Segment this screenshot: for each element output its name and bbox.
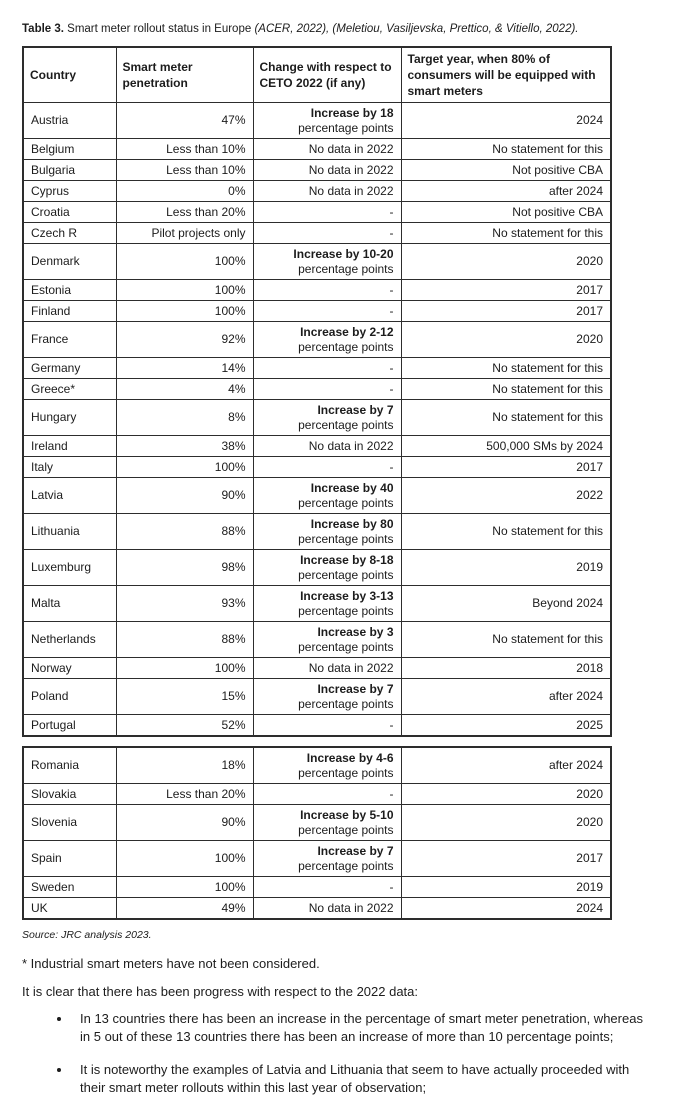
target-cell: No statement for this <box>401 139 611 160</box>
penetration-cell: Pilot projects only <box>116 223 253 244</box>
table-row <box>23 622 611 658</box>
country-cell: Spain <box>23 841 116 877</box>
table-row <box>23 379 611 400</box>
target-cell: No statement for this <box>401 514 611 550</box>
penetration-cell: 100% <box>116 301 253 322</box>
target-cell: 2019 <box>401 877 611 898</box>
penetration-cell: 49% <box>116 898 253 920</box>
country-cell: Italy <box>23 457 116 478</box>
country-cell: Netherlands <box>23 622 116 658</box>
change-cell <box>253 478 401 514</box>
change-cell: - <box>253 280 401 301</box>
change-amount: Increase by 7 <box>317 681 394 696</box>
table-row <box>23 223 611 244</box>
country-cell: Portugal <box>23 715 116 737</box>
target-cell: 2024 <box>401 898 611 920</box>
change-amount: Increase by 4-6 <box>306 750 394 765</box>
target-cell: 2017 <box>401 301 611 322</box>
change-amount: Increase by 7 <box>317 843 394 858</box>
target-cell: No statement for this <box>401 400 611 436</box>
penetration-cell: 100% <box>116 658 253 679</box>
change-amount: Increase by 7 <box>317 402 394 417</box>
country-cell: Czech R <box>23 223 116 244</box>
change-unit: percentage points <box>298 603 394 618</box>
change-amount: Increase by 40 <box>310 480 394 495</box>
table-row <box>23 181 611 202</box>
change-cell: - <box>253 202 401 223</box>
country-cell: Cyprus <box>23 181 116 202</box>
change-cell: No data in 2022 <box>253 658 401 679</box>
country-cell: Luxemburg <box>23 550 116 586</box>
change-cell <box>253 550 401 586</box>
change-cell: No data in 2022 <box>253 181 401 202</box>
penetration-cell: 38% <box>116 436 253 457</box>
table-row <box>23 514 611 550</box>
country-cell: Austria <box>23 103 116 139</box>
penetration-cell: 14% <box>116 358 253 379</box>
table-row <box>23 747 611 784</box>
change-unit: percentage points <box>298 765 394 780</box>
penetration-cell: Less than 10% <box>116 139 253 160</box>
penetration-cell: 100% <box>116 841 253 877</box>
country-cell: Belgium <box>23 139 116 160</box>
change-cell: No data in 2022 <box>253 139 401 160</box>
country-cell: Croatia <box>23 202 116 223</box>
change-cell: - <box>253 877 401 898</box>
change-cell: - <box>253 457 401 478</box>
change-cell: - <box>253 358 401 379</box>
country-cell: Slovakia <box>23 784 116 805</box>
change-amount: Increase by 10-20 <box>293 246 394 261</box>
table-caption <box>22 22 652 36</box>
target-cell: 2025 <box>401 715 611 737</box>
change-unit: percentage points <box>298 495 394 510</box>
header-change: Change with respect to CETO 2022 (if any) <box>253 47 401 103</box>
change-unit: percentage points <box>298 858 394 873</box>
change-cell <box>253 586 401 622</box>
change-cell: No data in 2022 <box>253 436 401 457</box>
table-row <box>23 679 611 715</box>
table-row <box>23 358 611 379</box>
country-cell: France <box>23 322 116 358</box>
penetration-cell: 4% <box>116 379 253 400</box>
target-cell: No statement for this <box>401 358 611 379</box>
change-unit: percentage points <box>298 120 394 135</box>
target-cell: Beyond 2024 <box>401 586 611 622</box>
table-row <box>23 784 611 805</box>
table-caption-label: Table 3. <box>22 23 64 35</box>
change-cell <box>253 841 401 877</box>
change-cell <box>253 244 401 280</box>
finding-item: • It is noteworthy the examples of Latvia and Lithuania that seem to have actually proceeded with their smart meter rollouts within this last year of observation; <box>72 1061 652 1097</box>
table-caption-text: Smart meter rollout status in Europe <box>63 23 255 35</box>
table-caption-citation: (ACER, 2022), (Meletiou, Vasiljevska, Prettico, & Vitiello, 2022). <box>254 23 579 35</box>
country-cell: Greece* <box>23 379 116 400</box>
change-amount: Increase by 8-18 <box>300 552 394 567</box>
table-row <box>23 586 611 622</box>
penetration-cell: 18% <box>116 747 253 784</box>
table-row <box>23 322 611 358</box>
change-cell: - <box>253 301 401 322</box>
table-row <box>23 301 611 322</box>
country-cell: Germany <box>23 358 116 379</box>
change-unit: percentage points <box>298 339 394 354</box>
target-cell: No statement for this <box>401 223 611 244</box>
table-row <box>23 244 611 280</box>
country-cell: Poland <box>23 679 116 715</box>
table-row <box>23 202 611 223</box>
target-cell: after 2024 <box>401 181 611 202</box>
change-cell: - <box>253 784 401 805</box>
table-row <box>23 805 611 841</box>
target-cell: 2017 <box>401 841 611 877</box>
target-cell: 2020 <box>401 784 611 805</box>
header-row <box>23 47 611 103</box>
penetration-cell: 8% <box>116 400 253 436</box>
table-row <box>23 457 611 478</box>
table-row <box>23 550 611 586</box>
target-cell: No statement for this <box>401 379 611 400</box>
change-cell: - <box>253 715 401 737</box>
change-cell: - <box>253 223 401 244</box>
table-row <box>23 841 611 877</box>
change-unit: percentage points <box>298 639 394 654</box>
penetration-cell: 88% <box>116 514 253 550</box>
finding-item: • In 13 countries there has been an increase in the percentage of smart meter penetration, whereas in 5 out of these 13 countries there has been an increase of more than 10 percentage points; <box>72 1010 652 1046</box>
penetration-cell: 0% <box>116 181 253 202</box>
country-cell: Romania <box>23 747 116 784</box>
penetration-cell: 88% <box>116 622 253 658</box>
change-cell <box>253 805 401 841</box>
penetration-cell: Less than 20% <box>116 784 253 805</box>
penetration-cell: 100% <box>116 244 253 280</box>
change-unit: percentage points <box>298 822 394 837</box>
change-cell <box>253 747 401 784</box>
country-cell: UK <box>23 898 116 920</box>
target-cell: 2017 <box>401 457 611 478</box>
penetration-cell: 100% <box>116 457 253 478</box>
country-cell: Estonia <box>23 280 116 301</box>
header-target-year: Target year, when 80% of consumers will be equipped with smart meters <box>401 47 611 103</box>
findings-list <box>22 1010 652 1097</box>
target-cell: 2020 <box>401 322 611 358</box>
penetration-cell: 100% <box>116 280 253 301</box>
findings-intro: It is clear that there has been progress with respect to the 2022 data: <box>22 984 419 999</box>
country-cell: Hungary <box>23 400 116 436</box>
change-cell <box>253 679 401 715</box>
change-unit: percentage points <box>298 567 394 582</box>
country-cell: Denmark <box>23 244 116 280</box>
change-cell: No data in 2022 <box>253 160 401 181</box>
change-cell <box>253 322 401 358</box>
asterisk-footnote: * Industrial smart meters have not been considered. <box>22 956 320 971</box>
target-cell: 500,000 SMs by 2024 <box>401 436 611 457</box>
change-amount: Increase by 3 <box>317 624 394 639</box>
table-row <box>23 478 611 514</box>
penetration-cell: 90% <box>116 478 253 514</box>
table-row <box>23 898 611 920</box>
country-cell: Latvia <box>23 478 116 514</box>
table-row <box>23 436 611 457</box>
source-note: Source: JRC analysis 2023. <box>22 929 152 941</box>
penetration-cell: 52% <box>116 715 253 737</box>
penetration-cell: 92% <box>116 322 253 358</box>
table-row <box>23 715 611 737</box>
table-row <box>23 160 611 181</box>
target-cell: after 2024 <box>401 679 611 715</box>
country-cell: Bulgaria <box>23 160 116 181</box>
target-cell: after 2024 <box>401 747 611 784</box>
target-cell: 2020 <box>401 805 611 841</box>
change-cell <box>253 514 401 550</box>
country-cell: Malta <box>23 586 116 622</box>
penetration-cell: 98% <box>116 550 253 586</box>
penetration-cell: Less than 10% <box>116 160 253 181</box>
penetration-cell: 47% <box>116 103 253 139</box>
change-cell <box>253 103 401 139</box>
target-cell: 2017 <box>401 280 611 301</box>
country-cell: Sweden <box>23 877 116 898</box>
change-unit: percentage points <box>298 261 394 276</box>
change-unit: percentage points <box>298 531 394 546</box>
smart-meter-table-part-1 <box>22 46 612 737</box>
country-cell: Norway <box>23 658 116 679</box>
change-unit: percentage points <box>298 417 394 432</box>
change-amount: Increase by 2-12 <box>300 324 394 339</box>
penetration-cell: 100% <box>116 877 253 898</box>
table-row <box>23 658 611 679</box>
change-amount: Increase by 5-10 <box>300 807 394 822</box>
change-cell <box>253 622 401 658</box>
penetration-cell: 93% <box>116 586 253 622</box>
header-penetration: Smart meter penetration <box>116 47 253 103</box>
target-cell: 2020 <box>401 244 611 280</box>
target-cell: 2022 <box>401 478 611 514</box>
target-cell: 2018 <box>401 658 611 679</box>
change-amount: Increase by 3-13 <box>300 588 394 603</box>
change-cell: No data in 2022 <box>253 898 401 920</box>
change-cell <box>253 400 401 436</box>
country-cell: Ireland <box>23 436 116 457</box>
change-cell: - <box>253 379 401 400</box>
penetration-cell: 90% <box>116 805 253 841</box>
smart-meter-table-part-2 <box>22 746 612 920</box>
penetration-cell: 15% <box>116 679 253 715</box>
penetration-cell: Less than 20% <box>116 202 253 223</box>
target-cell: Not positive CBA <box>401 160 611 181</box>
header-country: Country <box>23 47 116 103</box>
table-row <box>23 139 611 160</box>
change-amount: Increase by 18 <box>310 105 394 120</box>
table-row <box>23 877 611 898</box>
target-cell: 2019 <box>401 550 611 586</box>
target-cell: No statement for this <box>401 622 611 658</box>
target-cell: 2024 <box>401 103 611 139</box>
country-cell: Slovenia <box>23 805 116 841</box>
target-cell: Not positive CBA <box>401 202 611 223</box>
change-unit: percentage points <box>298 696 394 711</box>
country-cell: Lithuania <box>23 514 116 550</box>
change-amount: Increase by 80 <box>310 516 394 531</box>
table-row <box>23 400 611 436</box>
country-cell: Finland <box>23 301 116 322</box>
table-row <box>23 103 611 139</box>
table-row <box>23 280 611 301</box>
